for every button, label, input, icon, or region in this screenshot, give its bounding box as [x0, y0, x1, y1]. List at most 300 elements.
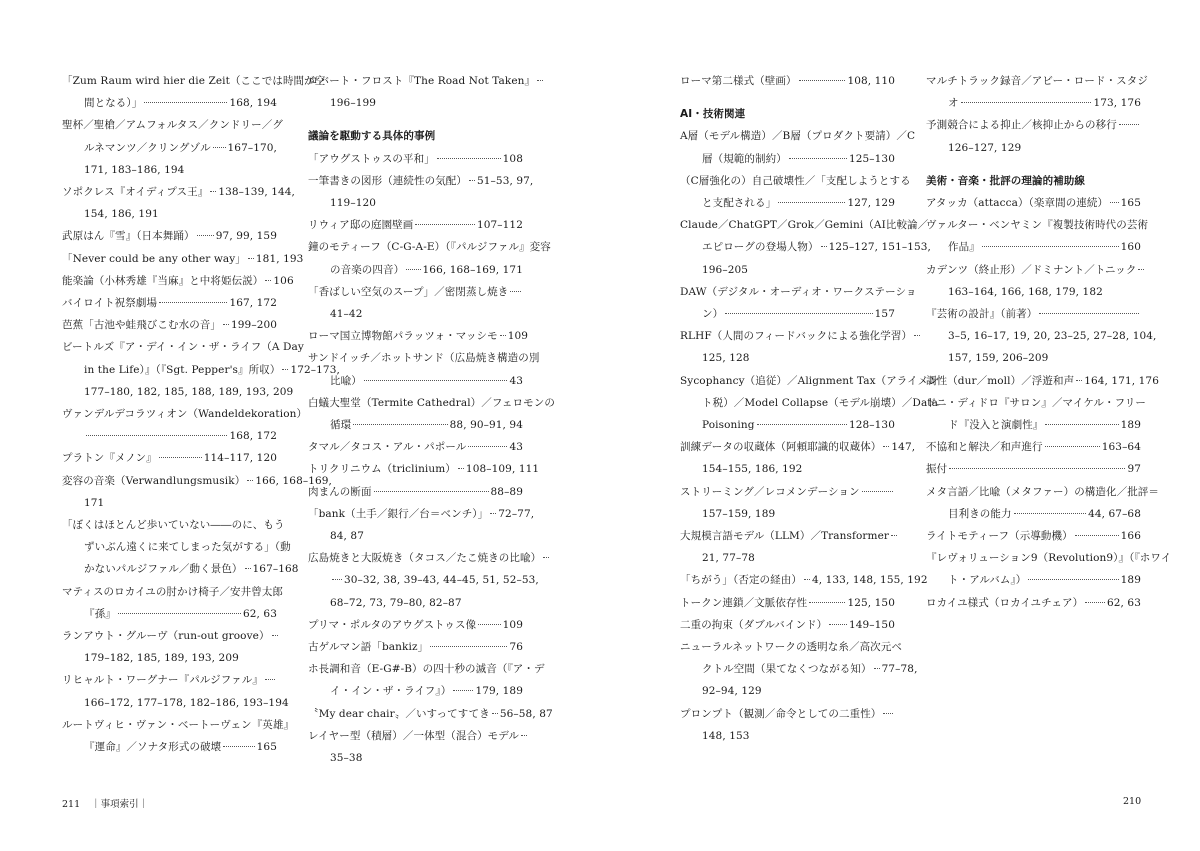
entry-line — [62, 603, 277, 625]
entry-term: バイロイト祝祭劇場 — [62, 297, 158, 310]
dot-leader — [144, 102, 227, 103]
index-entry — [308, 236, 551, 280]
entry-term: ホ長調和音（E-G#-B）の四十秒の滅音（『ア・デ — [308, 663, 545, 676]
entry-pages: 88–89 — [490, 485, 523, 498]
entry-pages: 43 — [509, 374, 523, 387]
index-entry — [926, 436, 1141, 458]
entry-line — [308, 458, 540, 480]
index-entry — [308, 547, 542, 614]
entry-term: 作品』 — [948, 241, 980, 254]
entry-pages: 167–168 — [252, 563, 299, 576]
index-entry — [926, 303, 1157, 370]
index-entry — [308, 392, 555, 436]
entry-term: トリクリニウム（triclinium） — [308, 463, 456, 476]
entry-term: マティスのロカイユの肘かけ椅子／安井曾太郎 — [62, 585, 284, 598]
dot-leader — [213, 147, 226, 148]
entry-pages: 107–112 — [476, 219, 523, 232]
entry-term: リヒャルト・ワーグナー『パルジファル』 — [62, 674, 263, 687]
entry-pages-line — [926, 325, 1157, 347]
entry-pages: 165 — [1120, 197, 1141, 210]
entry-line — [62, 114, 283, 136]
entry-pages: 181, 193 — [255, 252, 304, 265]
dot-leader — [862, 491, 893, 492]
dot-leader — [804, 579, 810, 580]
index-entry — [680, 70, 895, 92]
entry-term: in the Life）』（『Sgt. Pepper's』所収） — [84, 363, 281, 376]
dot-leader — [883, 446, 889, 447]
entry-pages: 4, 133, 148, 155, 192 — [811, 574, 928, 587]
index-entry — [308, 658, 545, 702]
index-entry — [680, 436, 916, 480]
entry-line — [680, 370, 939, 392]
index-entry — [680, 592, 895, 614]
entry-term: リウィア邸の庭園壁画 — [308, 219, 414, 232]
entry-pages: 157–159, 189 — [702, 507, 776, 520]
index-entry — [62, 714, 295, 758]
index-entry — [308, 703, 553, 725]
entry-pages: 196–199 — [330, 97, 377, 110]
entry-term: 循環 — [330, 419, 352, 432]
entry-term: 間となる）」 — [84, 97, 143, 110]
entry-term: ソポクレス『オイディプス王』 — [62, 186, 209, 199]
dot-leader — [757, 424, 847, 425]
dot-leader — [982, 246, 1119, 247]
entry-pages: 148, 153 — [702, 729, 750, 742]
entry-pages-line — [926, 347, 1141, 369]
entry-line — [926, 592, 1141, 614]
entry-term: ロカイユ様式（ロカイユチェア） — [926, 596, 1084, 609]
entry-line — [926, 92, 1141, 114]
entry-line — [926, 70, 1148, 92]
index-entry — [308, 347, 540, 391]
entry-term: マルチトラック録音／アビー・ロード・スタジ — [926, 75, 1148, 87]
dot-leader — [521, 735, 527, 736]
entry-term: 〝My dear chair〟／いすってすてき — [308, 707, 490, 720]
dot-leader — [437, 158, 501, 159]
entry-pages: 171 — [84, 496, 105, 509]
entry-term: と支配される」 — [702, 197, 777, 210]
entry-term: 不協和と解決／和声進行 — [926, 441, 1043, 454]
entry-line — [680, 658, 918, 680]
entry-pages: 35–38 — [330, 752, 363, 765]
entry-line — [308, 680, 523, 702]
running-head: ｜事項索引｜ — [91, 799, 149, 810]
dot-leader — [829, 624, 847, 625]
dot-leader — [891, 535, 897, 536]
section-heading: 美術・音楽・批評の理論的補助線 — [926, 174, 1085, 187]
index-entry — [926, 114, 1141, 158]
entry-pages: 177–180, 182, 185, 188, 189, 193, 209 — [84, 385, 294, 398]
entry-term: ルネマンツ／クリングゾル — [84, 141, 211, 154]
dot-leader — [490, 513, 496, 514]
entry-term: ずいぶん遠くに来てしまった気がする」（動 — [84, 541, 291, 554]
entry-pages: 56–58, 87 — [499, 707, 553, 720]
entry-pages-line — [62, 203, 277, 225]
entry-pages-line — [62, 692, 289, 714]
entry-term: 層（規範的制約） — [702, 152, 787, 165]
entry-pages: 84, 87 — [330, 530, 364, 543]
entry-line — [680, 392, 938, 414]
entry-pages: 166 — [1120, 530, 1141, 543]
entry-pages: 77–78, — [881, 663, 918, 676]
index-entry — [62, 181, 295, 225]
entry-pages: 97, 99, 159 — [215, 230, 277, 243]
entry-line — [680, 636, 902, 658]
dot-leader — [778, 202, 845, 203]
dot-leader — [223, 324, 229, 325]
entry-pages: 125–130 — [848, 152, 895, 165]
entry-line — [926, 303, 1141, 325]
index-entry — [680, 525, 895, 569]
entry-pages: 149–150 — [848, 618, 895, 631]
index-entry — [926, 458, 1141, 480]
entry-line — [926, 525, 1141, 547]
entry-pages: 171, 183–186, 194 — [84, 163, 185, 176]
index-entry — [926, 481, 1159, 525]
entry-term: 「ぼくはほとんど歩いていない――のに、もう — [62, 519, 285, 532]
index-entry — [308, 70, 536, 114]
entry-pages: 108 — [502, 152, 523, 165]
index-entry — [680, 569, 928, 591]
dot-leader — [469, 180, 475, 181]
entry-pages: 125–127, 151–153, — [828, 241, 931, 254]
entry-line — [308, 347, 540, 369]
entry-line — [62, 536, 291, 558]
entry-line — [62, 558, 299, 580]
dot-leader — [949, 468, 1125, 469]
entry-line — [680, 236, 931, 258]
dot-leader — [883, 713, 893, 714]
entry-term: 古ゲルマン語「bankiz」 — [308, 641, 429, 654]
dot-leader — [282, 369, 288, 370]
entry-term: カデンツ（終止形）／ドミナント／トニック — [926, 263, 1137, 276]
entry-pages: 43 — [509, 441, 523, 454]
dot-leader — [430, 646, 507, 647]
entry-term: ヴァンデルデコラツィオン（Wandeldekoration） — [62, 408, 308, 421]
entry-line — [926, 370, 1159, 392]
entry-line — [926, 392, 1146, 414]
entry-line — [308, 370, 523, 392]
index-entry — [62, 225, 277, 247]
dot-leader — [1076, 380, 1082, 381]
entry-pages: 179, 189 — [475, 685, 523, 698]
dot-leader — [353, 424, 447, 425]
entry-term: の音楽の四音） — [330, 263, 405, 276]
right-page-number: 210 — [1123, 796, 1142, 807]
entry-pages: 189 — [1120, 574, 1141, 587]
entry-line — [62, 403, 308, 425]
entry-line — [680, 525, 895, 547]
index-entry — [62, 470, 332, 514]
index-entry — [926, 547, 1172, 591]
entry-term: ストリーミング／レコメンデーション — [680, 485, 860, 498]
dot-leader — [415, 224, 475, 225]
entry-line — [308, 170, 534, 192]
entry-pages: 168, 172 — [229, 430, 277, 443]
dot-leader — [364, 380, 508, 381]
dot-leader — [543, 557, 549, 558]
dot-leader — [406, 269, 420, 270]
entry-pages: 160 — [1120, 241, 1141, 254]
index-entry — [926, 370, 1159, 392]
entry-term: タマル／タコス・アル・パポール — [308, 441, 467, 454]
index-entry — [62, 248, 304, 270]
entry-line — [62, 92, 277, 114]
entry-term: 「Zum Raum wird hier die Zeit（ここでは時間が空 — [62, 75, 326, 87]
index-entry — [680, 614, 895, 636]
entry-line — [680, 148, 895, 170]
index-entry — [62, 270, 294, 292]
index-entry — [680, 281, 917, 325]
entry-term: 予測競合による抑止／核抑止からの移行 — [926, 119, 1117, 132]
entry-pages-line — [308, 747, 523, 769]
entry-line — [308, 325, 529, 347]
dot-leader — [265, 679, 275, 680]
entry-pages: 88, 90–91, 94 — [449, 419, 523, 432]
entry-pages: 44, 67–68 — [1088, 507, 1141, 520]
dot-leader — [1014, 513, 1086, 514]
entry-pages-line — [926, 137, 1141, 159]
dot-leader — [86, 435, 227, 436]
entry-pages: 157 — [874, 308, 895, 321]
entry-term: 大規模言語モデル（LLM）／Transformer — [680, 530, 890, 543]
entry-line — [680, 414, 895, 436]
dot-leader — [247, 480, 253, 481]
entry-pages: 165 — [256, 741, 277, 754]
entry-term: オ — [948, 97, 959, 110]
entry-line — [680, 281, 917, 303]
section-heading: AI・技術関連 — [680, 108, 746, 121]
entry-term: プラトン『メノン』 — [62, 452, 157, 465]
entry-pages: 179–182, 185, 189, 193, 209 — [84, 652, 239, 665]
index-entry — [680, 170, 911, 214]
entry-line — [62, 292, 277, 314]
entry-pages: 157, 159, 206–209 — [948, 352, 1049, 365]
dot-leader — [914, 335, 920, 336]
entry-pages: 109 — [507, 330, 529, 343]
entry-term: ローマ国立博物館パラッツォ・マッシモ — [308, 330, 498, 343]
entry-term: RLHF（人間のフィードバックによる強化学習） — [680, 330, 913, 343]
dot-leader — [821, 246, 827, 247]
entry-term: 鐘のモティーフ（C-G-A-E）（『パルジファル』変容 — [308, 241, 551, 254]
left-page-number: 211 — [62, 799, 81, 810]
index-entry — [308, 214, 523, 236]
index-entry — [62, 514, 299, 581]
entry-line — [62, 669, 277, 691]
index-entry — [308, 503, 535, 547]
entry-line — [308, 547, 542, 569]
dot-leader — [1045, 424, 1118, 425]
entry-line — [62, 447, 277, 469]
entry-pages: 166–172, 177–178, 182–186, 193–194 — [84, 696, 289, 709]
entry-pages-line — [680, 547, 895, 569]
entry-term: 白蟻大聖堂（Termite Cathedral）／フェロモンの — [308, 396, 555, 409]
entry-pages: 41–42 — [330, 308, 363, 321]
dot-leader — [118, 613, 241, 614]
entry-pages: 168, 194 — [229, 97, 277, 110]
entry-pages: 62, 63 — [243, 607, 277, 620]
entry-line — [62, 581, 284, 603]
entry-pages: 21, 77–78 — [702, 552, 755, 565]
entry-pages: 72–77, — [498, 507, 535, 520]
index-entry — [680, 481, 895, 525]
entry-term: プロンプト（観測／命令としての二重性） — [680, 707, 882, 720]
entry-line — [680, 70, 895, 92]
entry-pages-line — [308, 592, 523, 614]
entry-pages: 106 — [273, 274, 294, 287]
index-entry — [308, 481, 523, 503]
dot-leader — [492, 713, 498, 714]
dot-leader — [245, 568, 251, 569]
entry-term: ビートルズ『ア・デイ・イン・ザ・ライフ（A Day — [62, 341, 304, 354]
index-entry — [680, 370, 939, 437]
index-entry — [62, 403, 308, 447]
entry-pages: 167, 172 — [229, 297, 277, 310]
entry-term: A層（モデル構造）／B層（プロダクト要請）／C — [680, 130, 916, 143]
entry-term: 武原はん『雪』（日本舞踊） — [62, 230, 195, 243]
entry-pages: 114–117, 120 — [203, 452, 277, 465]
entry-pages-line — [680, 503, 895, 525]
entry-term: 『運命』／ソナタ形式の破壊 — [84, 741, 222, 754]
dot-leader — [272, 635, 278, 636]
entry-pages: 172–173, — [290, 363, 340, 376]
entry-term: 二重の拘束（ダブルバインド） — [680, 618, 828, 631]
index-column-2 — [308, 70, 555, 769]
index-entry — [926, 259, 1141, 303]
entry-pages-line — [62, 381, 294, 403]
entry-line — [926, 259, 1141, 281]
entry-line — [62, 359, 340, 381]
dot-leader — [961, 102, 1092, 103]
entry-pages: 154–155, 186, 192 — [702, 463, 803, 476]
entry-line — [308, 436, 523, 458]
dot-leader — [789, 158, 847, 159]
index-entry — [62, 70, 326, 114]
entry-term: ライトモティーフ（示導動機） — [926, 530, 1073, 543]
entry-pages: 3–5, 16–17, 19, 20, 23–25, 27–28, 104, — [948, 330, 1157, 343]
entry-line — [680, 614, 895, 636]
entry-term: ランアウト・グルーヴ（run-out groove） — [62, 630, 270, 643]
entry-pages-line — [62, 492, 277, 514]
entry-line — [62, 336, 304, 358]
index-column-4 — [926, 70, 1172, 614]
index-entry — [62, 336, 340, 403]
entry-line — [680, 592, 895, 614]
dot-leader — [799, 80, 846, 81]
entry-line — [680, 481, 895, 503]
entry-pages-line — [62, 159, 277, 181]
section-heading: 議論を駆動する具体的事例 — [308, 130, 436, 143]
entry-line — [680, 192, 895, 214]
entry-term: 振付 — [926, 463, 948, 476]
entry-term: レイヤー型（積層）／一体型（混合）モデル — [308, 729, 519, 742]
dot-leader — [1045, 446, 1100, 447]
entry-line — [926, 192, 1141, 214]
entry-pages: 108, 110 — [847, 75, 895, 87]
index-entry — [926, 525, 1141, 547]
entry-pages-line — [926, 281, 1141, 303]
entry-line — [308, 414, 523, 436]
entry-line — [926, 503, 1141, 525]
entry-term: 変容の音楽（Verwandlungsmusik） — [62, 474, 246, 487]
entry-term: ローマ第二様式（壁画） — [680, 75, 797, 87]
entry-term: エピローグの登場人物） — [702, 241, 819, 254]
entry-term: 「ちがう」（否定の経由） — [680, 574, 802, 587]
entry-pages-line — [308, 525, 523, 547]
entry-term: 『孫』 — [84, 607, 116, 620]
entry-term: 「Never could be any other way」 — [62, 252, 246, 265]
index-entry — [926, 592, 1141, 614]
entry-term: ト・アルバム』） — [948, 574, 1027, 587]
entry-term: 訓練データの収蔵体（阿頼耶識的収蔵体） — [680, 441, 882, 454]
entry-line — [680, 703, 895, 725]
entry-pages: 166, 168–169, — [255, 474, 332, 487]
entry-term: DAW（デジタル・オーディオ・ワークステーショ — [680, 285, 917, 298]
entry-line — [308, 236, 551, 258]
index-entry — [680, 125, 916, 169]
dot-leader — [537, 80, 543, 81]
dot-leader — [1119, 124, 1139, 125]
entry-term: プリマ・ポルタのアウグストゥス像 — [308, 618, 477, 631]
entry-line — [62, 270, 294, 292]
entry-term: 『レヴォリューション9（Revolution9）』（『ホワイ — [926, 552, 1172, 565]
entry-line — [926, 481, 1159, 503]
entry-line — [680, 125, 916, 147]
entry-pages: 30–32, 38, 39–43, 44–45, 51, 52–53, — [344, 574, 539, 587]
entry-term: ン） — [702, 308, 724, 321]
entry-line — [62, 314, 277, 336]
entry-pages: 166, 168–169, 171 — [422, 263, 523, 276]
entry-line — [308, 636, 523, 658]
index-entry — [680, 214, 931, 281]
entry-pages: 109 — [502, 618, 523, 631]
entry-pages: 76 — [509, 641, 523, 654]
entry-pages: 125, 150 — [847, 596, 895, 609]
entry-term: 芭蕉「古池や蛙飛びこむ水の音」 — [62, 319, 221, 332]
entry-pages-line — [680, 458, 895, 480]
index-entry — [62, 314, 277, 336]
entry-pages-line — [680, 347, 895, 369]
entry-line — [680, 214, 929, 236]
entry-line — [308, 481, 523, 503]
entry-pages-line — [308, 92, 523, 114]
entry-line — [308, 503, 535, 525]
entry-line — [62, 137, 277, 159]
dot-leader — [159, 302, 227, 303]
entry-term: ト税）／Model Collapse（モデル崩壊）／Data — [702, 396, 938, 409]
entry-pages: 125, 128 — [702, 352, 750, 365]
dot-leader — [1039, 313, 1139, 314]
entry-term: イ・イン・ザ・ライフ』） — [330, 685, 452, 698]
dot-leader — [809, 602, 845, 603]
dot-leader — [159, 457, 202, 458]
dot-leader — [332, 579, 342, 580]
dot-leader — [265, 280, 271, 281]
dot-leader — [210, 191, 216, 192]
entry-line — [926, 414, 1141, 436]
dot-leader — [223, 746, 254, 747]
entry-line — [62, 625, 277, 647]
entry-pages: 173, 176 — [1093, 97, 1141, 110]
index-entry — [62, 292, 277, 314]
entry-term: 「bank（土手／銀行／台＝ベンチ）」 — [308, 507, 489, 520]
entry-line — [62, 425, 277, 447]
entry-pages: 189 — [1120, 419, 1141, 432]
index-entry — [62, 625, 277, 669]
entry-term: ド『没入と演劇性』 — [948, 419, 1044, 432]
entry-line — [308, 148, 523, 170]
index-entry — [308, 170, 534, 214]
